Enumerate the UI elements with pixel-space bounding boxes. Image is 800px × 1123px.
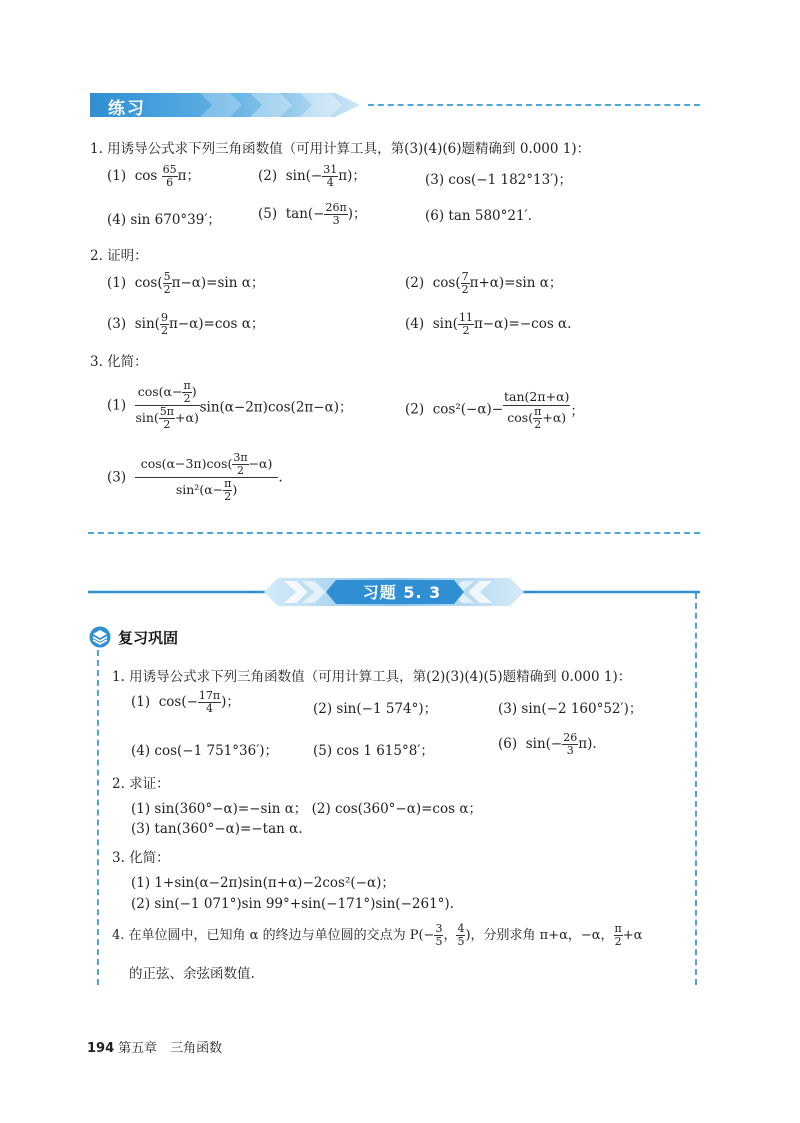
practice-q3-c: (3) cos(α−3π)cos( $\frac{3\pi}{2}$ −α) sin²(α− $\frac{\pi}{2}$ ) . [107,451,283,503]
practice-q2-stem: 2. 证明： [90,248,148,264]
exercise-title: 习题 5. 3 [362,583,442,602]
exercise-q1-f: (6) sin(− $\frac{26}{3}$ π). [498,731,597,757]
exercise-q1-a: (1) cos(− $\frac{17\pi}{4}$ )； [131,689,240,715]
practice-q1-e: (5) tan(− $\frac{26\pi}{3}$ )； [258,201,367,227]
exercise-q4-line2: 的正弦、余弦函数值. [129,966,255,982]
layers-icon [89,626,111,648]
page-footer [87,1037,222,1056]
exercise-q1-e: (5) cos 1 615°8′； [313,743,434,759]
practice-q3-stem: 3. 化简： [90,354,148,370]
practice-q2-a: (1) cos( $\frac{5}{2}$ π−α)=sin α； [107,270,265,296]
exercise-q4-line1: 4. 在单位圆中，已知角 α 的终边与单位圆的交点为 P(− $\frac{3}{5}$ ， $\frac{4}{5}$ )，分别求角 π+α，−α， $\frac{\pi}{2}$ +α [112,922,643,948]
practice-q2-b: (2) cos( $\frac{7}{2}$ π+α)=sin α； [405,270,563,296]
exercise-frame-right [695,593,697,985]
chapter-title: 第五章 三角函数 [118,1041,223,1056]
practice-q1-stem: 1. 用诱导公式求下列三角函数值（可用计算工具，第(3)(4)(6)题精确到 0.000 1)： [90,141,591,157]
exercise-q1-c: (3) sin(−2 160°52′)； [498,701,643,717]
practice-q1-c: (3) cos(−1 182°13′)； [425,172,573,188]
practice-q3-b: (2) cos²(−α)− tan(2π+α) cos( $\frac{\pi}{2}$ +α) ； [405,389,584,431]
practice-title: 练习 [108,99,146,119]
exercise-q1-stem: 1. 用诱导公式求下列三角函数值（可用计算工具，第(2)(3)(4)(5)题精确到 0.000 1)： [112,669,632,685]
exercise-frame-left [97,650,99,985]
section-divider [368,104,700,106]
section-heading: 复习巩固 [118,629,179,647]
practice-q3-a: (1) cos(α− $\frac{\pi}{2}$ ) sin( $\frac{5\pi}{2}$ +α) sin(α−2π)cos(2π−α)； [107,379,353,431]
exercise-q3-line1: (1) 1+sin(α−2π)sin(π+α)−2cos²(−α)； [131,875,395,891]
practice-q1-f: (6) tan 580°21′. [425,208,532,224]
practice-q2-d: (4) sin( $\frac{11}{2}$ π−α)=−cos α. [405,311,572,337]
exercise-q2-stem: 2. 求证： [112,776,170,792]
exercise-q3-line2: (2) sin(−1 071°)sin 99°+sin(−171°)sin(−261°). [131,896,454,912]
exercise-q3-stem: 3. 化简： [112,850,170,866]
exercise-q2-line1: (1) sin(360°−α)=−sin α； (2) cos(360°−α)=cos α； [131,801,482,817]
page-number: 194 [87,1041,115,1056]
exercise-q1-b: (2) sin(−1 574°)； [313,701,438,717]
practice-q2-c: (3) sin( $\frac{9}{2}$ π−α)=cos α； [107,311,265,337]
practice-q1-d: (4) sin 670°39′； [107,212,221,228]
exercise-q2-line2: (3) tan(360°−α)=−tan α. [131,821,303,837]
section-divider [88,532,700,534]
practice-q1-b: (2) sin(− $\frac{31}{4}$ π)； [258,163,366,189]
practice-q1-a: (1) cos $\frac{65}{6}$ π； [107,163,201,189]
exercise-q1-d: (4) cos(−1 751°36′)； [131,743,279,759]
